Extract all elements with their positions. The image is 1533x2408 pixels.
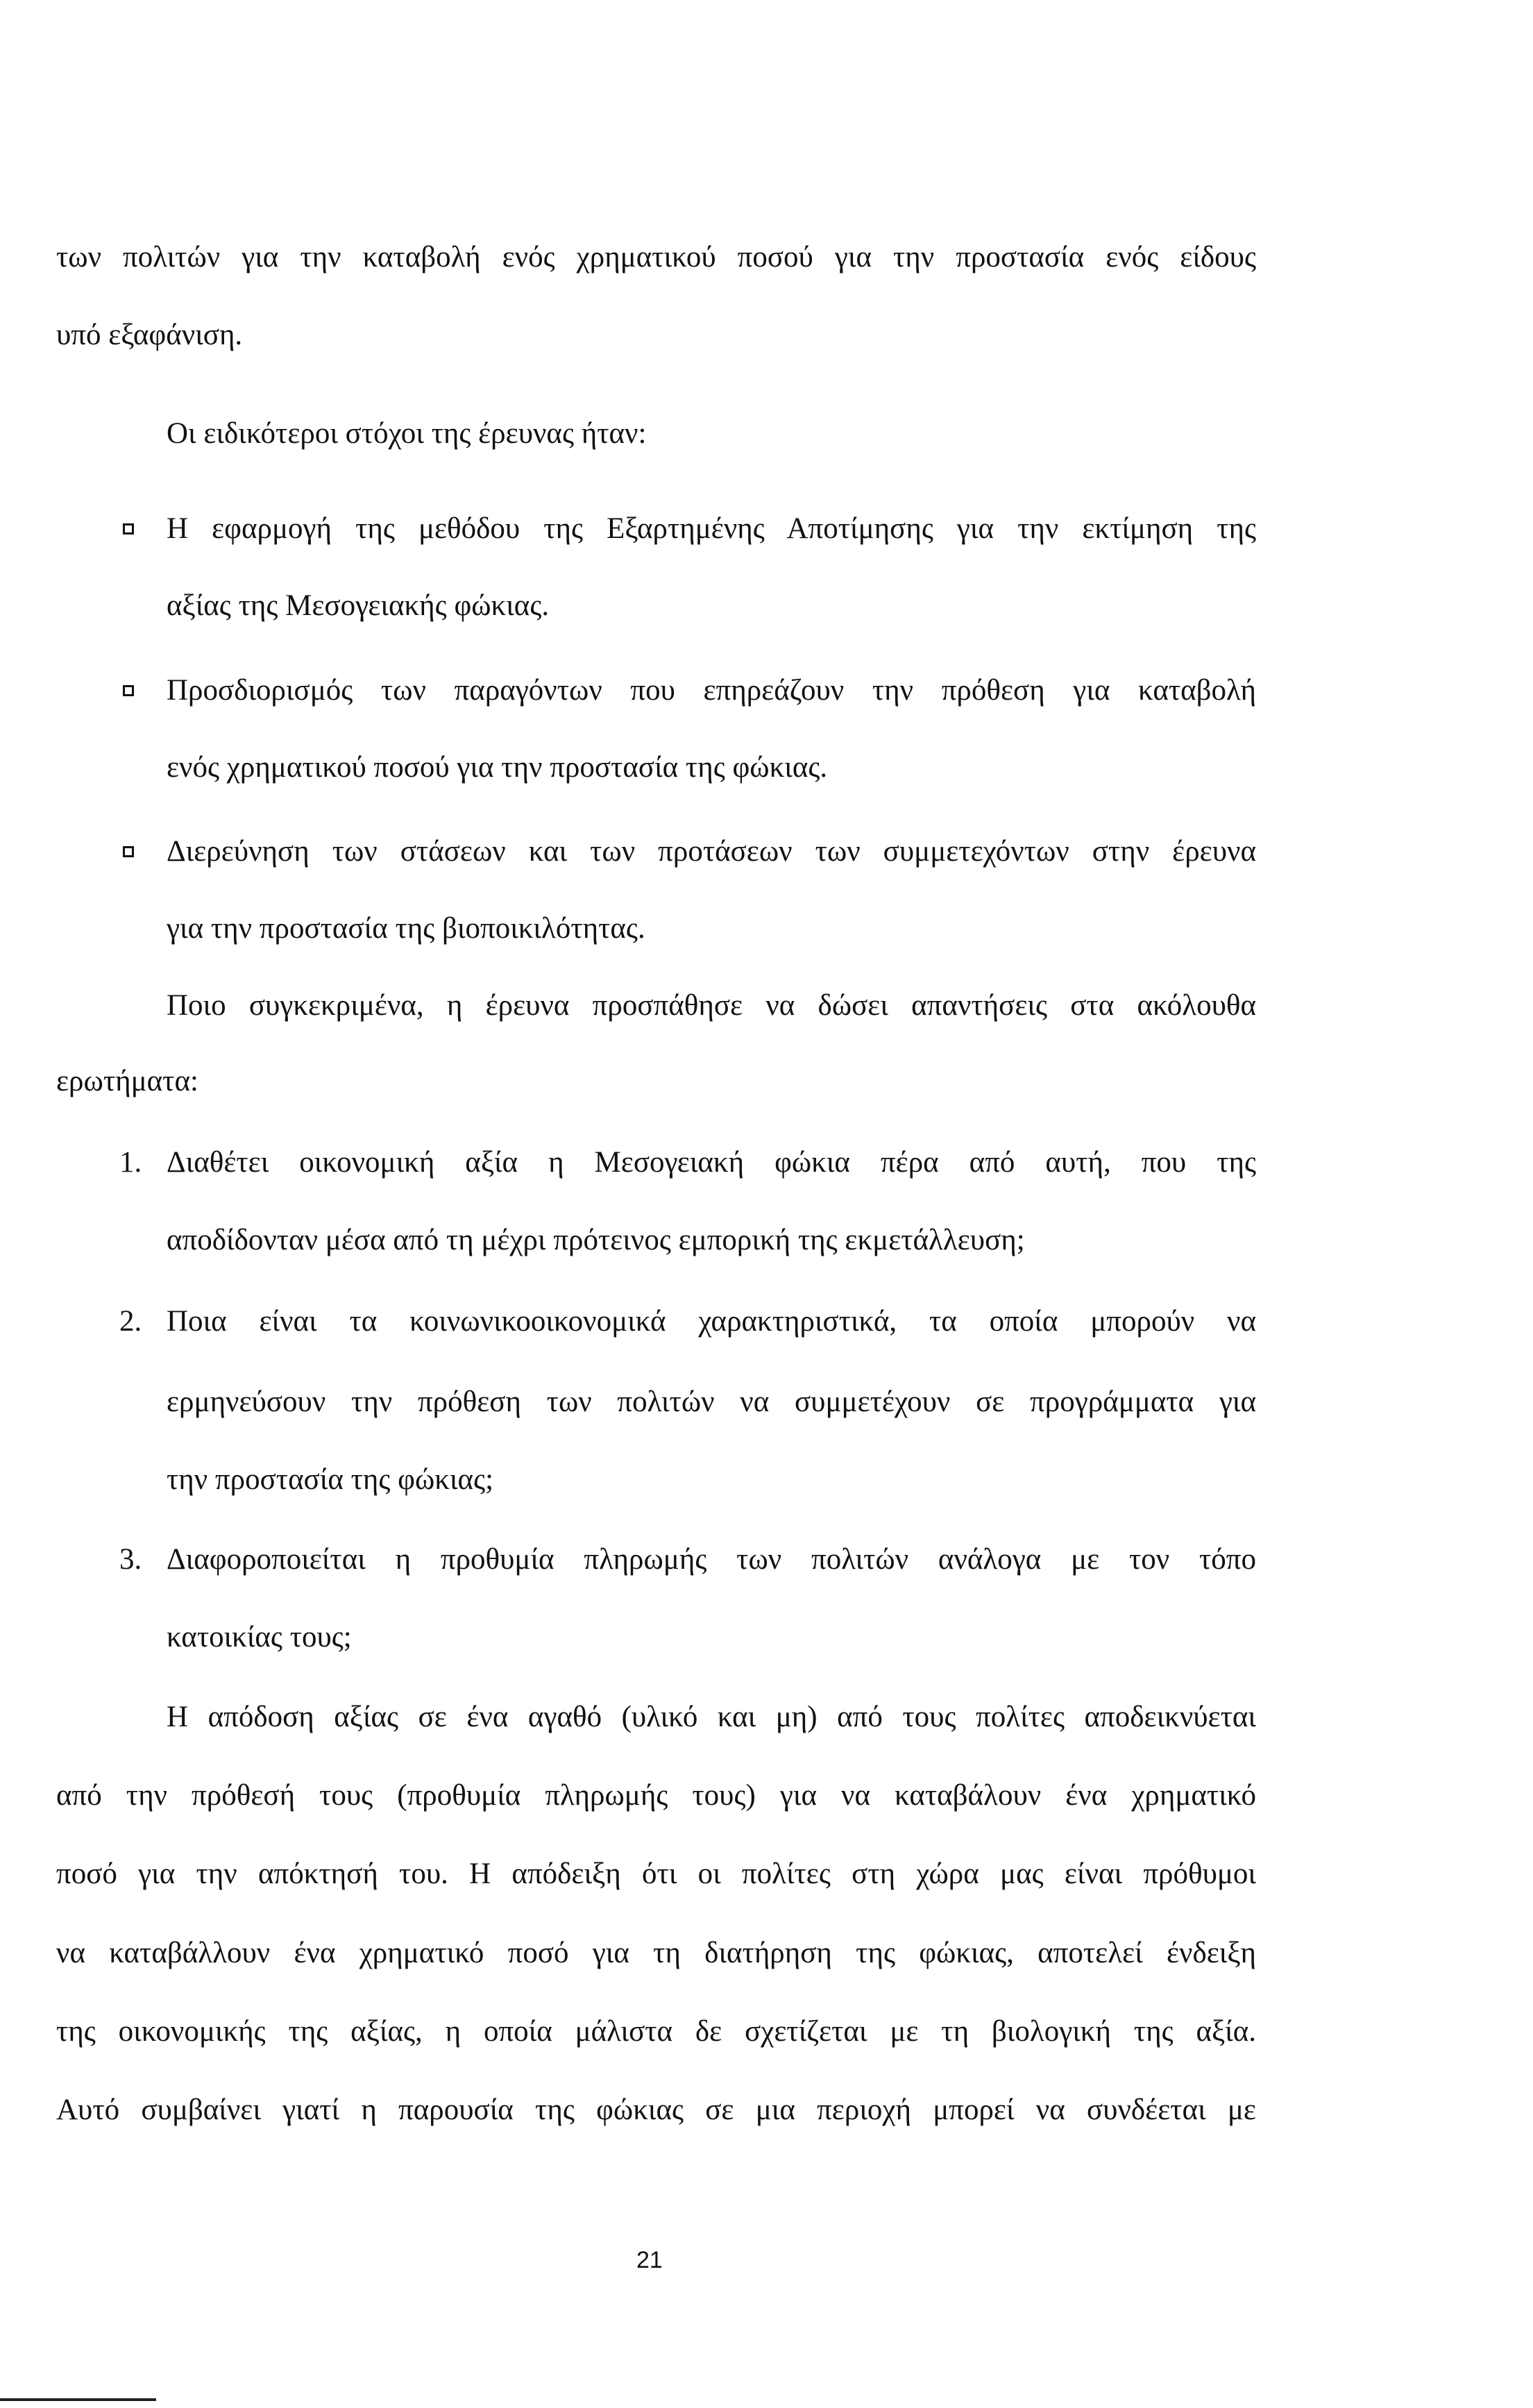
bullet-line: αξίας της Μεσογειακής φώκιας. [167, 589, 550, 622]
body-line: από την πρόθεσή τους (προθυμία πληρωμής τους) για να καταβάλουν ένα χρηματικό [56, 1779, 1256, 1812]
bullet-line: Διερεύνηση των στάσεων και των προτάσεων των συμμετεχόντων στην έρευνα [167, 835, 1256, 868]
list-line: ερμηνεύσουν την πρόθεση των πολιτών να συμμετέχουν σε προγράμματα για [167, 1386, 1256, 1418]
checkbox-bullet-icon [123, 523, 134, 534]
list-line: Ποια είναι τα κοινωνικοοικονομικά χαρακτηριστικά, τα οποία μπορούν να [167, 1305, 1256, 1338]
page-number: 21 [636, 2247, 663, 2273]
bullet-line: Η εφαρμογή της μεθόδου της Εξαρτημένης Αποτίμησης για την εκτίμηση της [167, 512, 1256, 545]
footer-rule [0, 2398, 156, 2401]
body-line: υπό εξαφάνιση. [56, 319, 243, 351]
body-line: των πολιτών για την καταβολή ενός χρηματικού ποσού για την προστασία ενός είδους [56, 241, 1256, 273]
body-line: Ποιο συγκεκριμένα, η έρευνα προσπάθησε να δώσει απαντήσεις στα ακόλουθα [167, 989, 1256, 1022]
list-number: 1. [119, 1146, 142, 1179]
list-number: 3. [119, 1543, 142, 1576]
body-line: ποσό για την απόκτησή του. Η απόδειξη ότι οι πολίτες στη χώρα μας είναι πρόθυμοι [56, 1858, 1256, 1890]
list-line: Διαφοροποιείται η προθυμία πληρωμής των πολιτών ανάλογα με τον τόπο [167, 1543, 1256, 1576]
bullet-line: Προσδιορισμός των παραγόντων που επηρεάζουν την πρόθεση για καταβολή [167, 674, 1256, 707]
list-line: κατοικίας τους; [167, 1621, 352, 1653]
list-line: την προστασία της φώκιας; [167, 1463, 494, 1496]
body-line: Οι ειδικότεροι στόχοι της έρευνας ήταν: [167, 417, 647, 450]
bullet-line: ενός χρηματικού ποσού για την προστασία της φώκιας. [167, 751, 828, 784]
body-line: ερωτήματα: [56, 1065, 198, 1097]
body-line: της οικονομικής της αξίας, η οποία μάλιστα δε σχετίζεται με τη βιολογική της αξία. [56, 2015, 1256, 2048]
list-number: 2. [119, 1305, 142, 1338]
checkbox-bullet-icon [123, 685, 134, 696]
list-line: Διαθέτει οικονομική αξία η Μεσογειακή φώκια πέρα από αυτή, που της [167, 1146, 1256, 1179]
body-line: Αυτό συμβαίνει γιατί η παρουσία της φώκιας σε μια περιοχή μπορεί να συνδέεται με [56, 2094, 1256, 2126]
body-line: να καταβάλλουν ένα χρηματικό ποσό για τη διατήρηση της φώκιας, αποτελεί ένδειξη [56, 1937, 1256, 1969]
list-line: αποδίδονταν μέσα από τη μέχρι πρότεινος εμπορική της εκμετάλλευση; [167, 1224, 1025, 1256]
bullet-line: για την προστασία της βιοποικιλότητας. [167, 912, 645, 945]
checkbox-bullet-icon [123, 846, 134, 857]
body-line: Η απόδοση αξίας σε ένα αγαθό (υλικό και μη) από τους πολίτες αποδεικνύεται [167, 1701, 1256, 1733]
